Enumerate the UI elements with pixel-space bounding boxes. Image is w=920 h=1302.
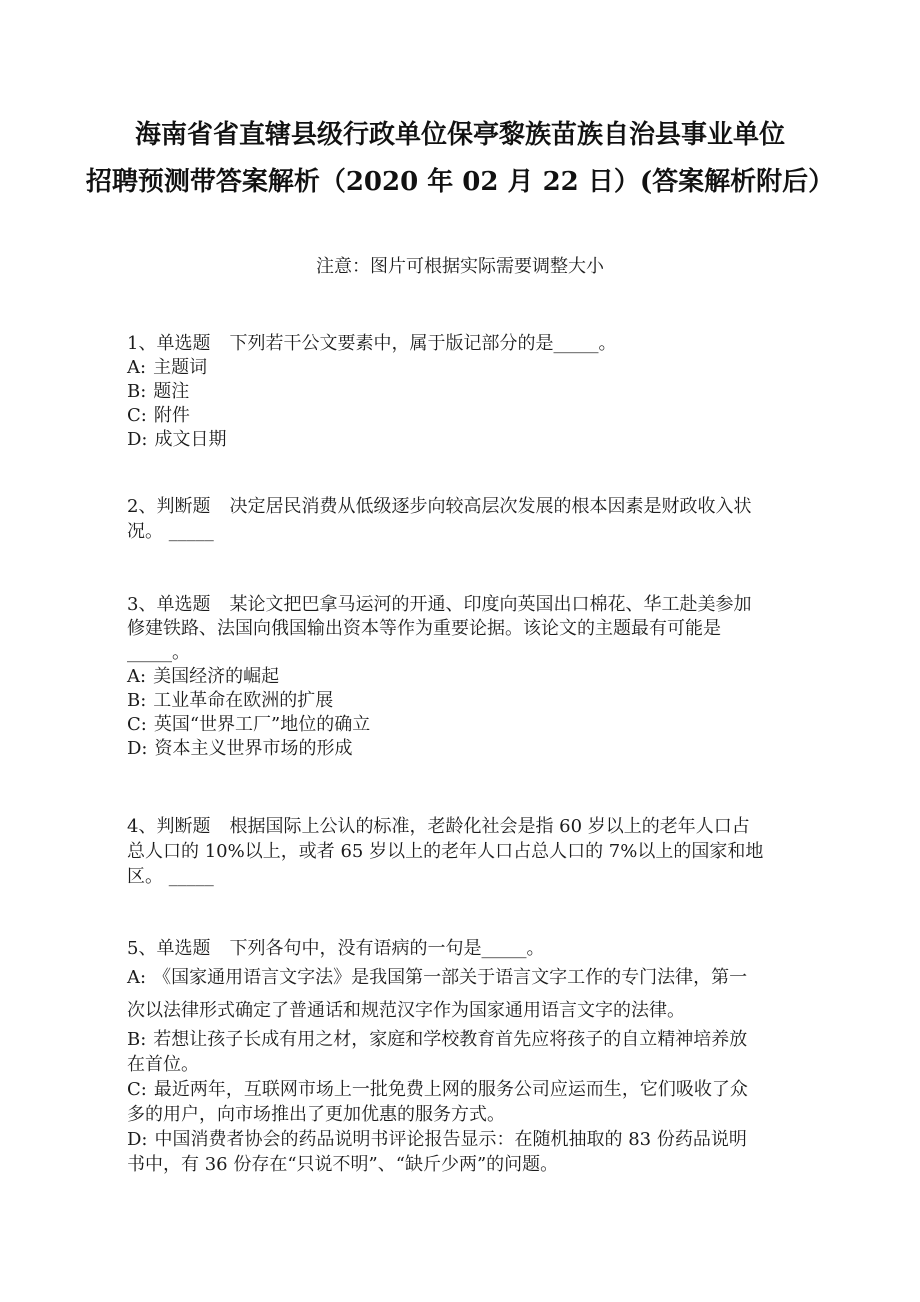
document-title [0,112,920,206]
question-stem-line [127,332,880,356]
question-stem-line [127,494,880,519]
question-stem-line: 区。 _____ [127,866,214,887]
question-stem-line: 况。 _____ [127,521,214,542]
question-heading: 3、单选题 [127,594,211,615]
question-5 [127,936,880,1177]
option-row-b [127,689,880,713]
question-stem: 下列若干公文要素中，属于版记部分的是_____。 [229,333,617,354]
option-key: B: [127,690,147,711]
option-continuation-line: 书中，有 36 份存在“只说不明”、“缺斤少两”的问题。 [127,1154,559,1175]
option-row-a [127,356,880,380]
option-text: 美国经济的崛起 [153,666,280,687]
question-heading: 4、判断题 [127,816,211,837]
option-block-c [127,1077,880,1127]
question-stem-line [127,936,880,961]
option-row-a [127,665,880,689]
option-key: A: [127,357,147,378]
option-key: A: [127,967,147,988]
option-key: C: [127,405,147,426]
option-block-b [127,1027,880,1077]
question-stem: 下列各句中，没有语病的一句是_____。 [229,938,545,959]
option-block-a [127,961,880,1027]
option-text: 中国消费者协会的药品说明书评论报告显示：在随机抽取的 83 份药品说明 [154,1129,747,1150]
option-block-d [127,1127,880,1177]
question-2 [127,494,880,544]
option-key: B: [127,1029,147,1050]
option-key: D: [127,738,148,759]
title-line-1: 海南省省直辖县级行政单位保亭黎族苗族自治县事业单位 [134,120,785,150]
option-row-c [127,1077,880,1102]
question-heading: 2、判断题 [127,496,211,517]
option-key: D: [127,1129,148,1150]
question-stem-line: 修建铁路、法国向俄国输出资本等作为重要论据。该论文的主题最有可能是 [127,618,721,639]
option-row-c [127,404,880,428]
option-continuation-line: 在首位。 [127,1054,199,1075]
question-stem: 决定居民消费从低级逐步向较高层次发展的根本因素是财政收入状 [229,496,752,517]
question-1 [127,332,880,452]
option-row-c [127,713,880,737]
question-stem-line: _____。 [127,642,190,663]
option-row-d [127,428,880,452]
option-row-a [127,961,880,994]
question-heading: 1、单选题 [127,333,211,354]
question-heading: 5、单选题 [127,938,211,959]
option-row-d [127,737,880,761]
option-text: 附件 [153,405,190,426]
option-text: 题注 [153,381,190,402]
option-key: C: [127,1079,147,1100]
option-text: 成文日期 [154,429,227,450]
option-text: 主题词 [153,357,208,378]
option-continuation-line: 次以法律形式确定了普通话和规范汉字作为国家通用语言文字的法律。 [127,1000,685,1021]
option-text: 《国家通用语言文字法》是我国第一部关于语言文字工作的专门法律，第一 [153,967,748,988]
option-row-d [127,1127,880,1152]
question-stem-line: 总人口的 10%以上，或者 65 岁以上的老年人口占总人口的 7%以上的国家和地 [127,841,764,862]
question-stem: 根据国际上公认的标准，老龄化社会是指 60 岁以上的老年人口占 [229,816,750,837]
option-row-b [127,380,880,404]
option-row-b [127,1027,880,1052]
question-stem: 某论文把巴拿马运河的开通、印度向英国出口棉花、华工赴美参加 [229,594,752,615]
option-text: 工业革命在欧洲的扩展 [153,690,334,711]
option-text: 若想让孩子长成有用之材，家庭和学校教育首先应将孩子的自立精神培养放 [153,1029,748,1050]
option-continuation-line: 多的用户，向市场推出了更加优惠的服务方式。 [127,1104,505,1125]
option-text: 英国“世界工厂”地位的确立 [153,714,371,735]
option-key: C: [127,714,147,735]
option-key: B: [127,381,147,402]
option-key: A: [127,666,147,687]
question-stem-line [127,593,880,617]
notice-text: 注意：图片可根据实际需要调整大小 [316,256,604,277]
option-text: 资本主义世界市场的形成 [154,738,353,759]
option-text: 最近两年，互联网市场上一批免费上网的服务公司应运而生，它们吸收了众 [153,1079,748,1100]
question-4 [127,814,880,889]
question-3 [127,593,880,761]
title-line-2: 招聘预测带答案解析（2020 年 02 月 22 日）(答案解析附后） [85,167,835,197]
question-stem-line [127,814,880,839]
option-key: D: [127,429,148,450]
